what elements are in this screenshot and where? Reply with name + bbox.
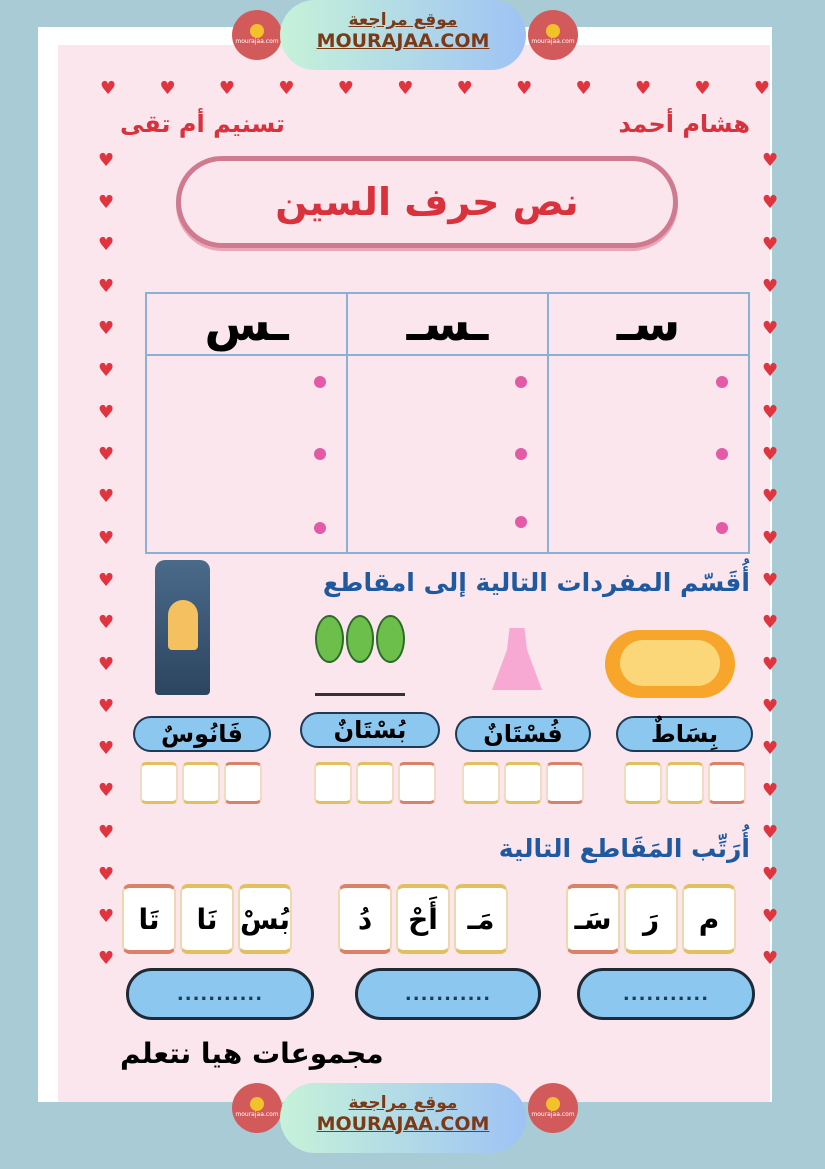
footer-text: مجموعات هيا نتعلم — [120, 1037, 384, 1070]
syllable: م — [682, 884, 736, 954]
header-start: سـ — [548, 293, 749, 355]
answer-field[interactable]: ........... — [355, 968, 541, 1020]
watermark-line1: موقع مراجعة — [348, 1093, 458, 1113]
worksheet-title — [176, 156, 678, 248]
watermark-banner-bottom[interactable] — [280, 1083, 526, 1153]
syllable: أَحْ — [396, 884, 450, 954]
rug-image — [605, 630, 735, 698]
word-pill: بِسَاطٌ — [616, 716, 753, 752]
answer-field[interactable]: ........... — [126, 968, 314, 1020]
syllable: مَـ — [454, 884, 508, 954]
letter-position-table — [145, 292, 750, 554]
heart-border-top: ♥ ♥ ♥ ♥ ♥ ♥ ♥ ♥ ♥ ♥ ♥ ♥ — [100, 78, 770, 99]
word-pill: بُسْتَانٌ — [300, 712, 440, 748]
syllable-boxes[interactable] — [624, 762, 746, 804]
write-cell[interactable] — [146, 355, 347, 553]
header-middle: ـسـ — [347, 293, 548, 355]
syllable: رَ — [624, 884, 678, 954]
syllable-group — [566, 884, 736, 954]
heart-border-left: ♥ ♥ ♥ ♥ ♥ ♥ ♥ ♥ ♥ ♥ ♥ ♥ ♥ ♥ ♥ ♥ ♥ ♥ ♥ ♥ — [98, 150, 115, 969]
syllable-boxes[interactable] — [314, 762, 436, 804]
author-name-left: تسنيم أم تقى — [120, 110, 285, 138]
syllable: سَـ — [566, 884, 620, 954]
syllable: دُ — [338, 884, 392, 954]
author-name-right: هشام أحمد — [618, 110, 750, 138]
watermark-banner-top[interactable] — [280, 0, 526, 70]
logo-icon: mourajaa.com — [528, 1083, 578, 1133]
instruction-arrange: أُرَتِّب المَقَاطع التالية — [498, 834, 750, 863]
garden-image — [315, 615, 405, 696]
watermark-line2: MOURAJAA.COM — [316, 1113, 490, 1135]
header-end: ـس — [146, 293, 347, 355]
logo-icon: mourajaa.com — [232, 1083, 282, 1133]
word-pill: فُسْتَانٌ — [455, 716, 591, 752]
title-text: نص حرف السين — [275, 180, 579, 224]
syllable: تَا — [122, 884, 176, 954]
syllable: بُسْ — [238, 884, 292, 954]
watermark-line2: MOURAJAA.COM — [316, 30, 490, 52]
answer-field[interactable]: ........... — [577, 968, 755, 1020]
word-pill: فَانُوسٌ — [133, 716, 271, 752]
syllable: نَا — [180, 884, 234, 954]
write-cell[interactable] — [347, 355, 548, 553]
syllable-group — [122, 884, 292, 954]
heart-border-right: ♥ ♥ ♥ ♥ ♥ ♥ ♥ ♥ ♥ ♥ ♥ ♥ ♥ ♥ ♥ ♥ ♥ ♥ ♥ ♥ — [762, 150, 779, 969]
syllable-boxes[interactable] — [140, 762, 262, 804]
logo-icon: mourajaa.com — [232, 10, 282, 60]
lantern-image — [155, 560, 210, 695]
syllable-boxes[interactable] — [462, 762, 584, 804]
logo-icon: mourajaa.com — [528, 10, 578, 60]
write-cell[interactable] — [548, 355, 749, 553]
instruction-divide: أُقَسّم المفردات التالية إلى امقاطع — [322, 568, 750, 597]
syllable-group — [338, 884, 508, 954]
watermark-line1: موقع مراجعة — [348, 10, 458, 30]
